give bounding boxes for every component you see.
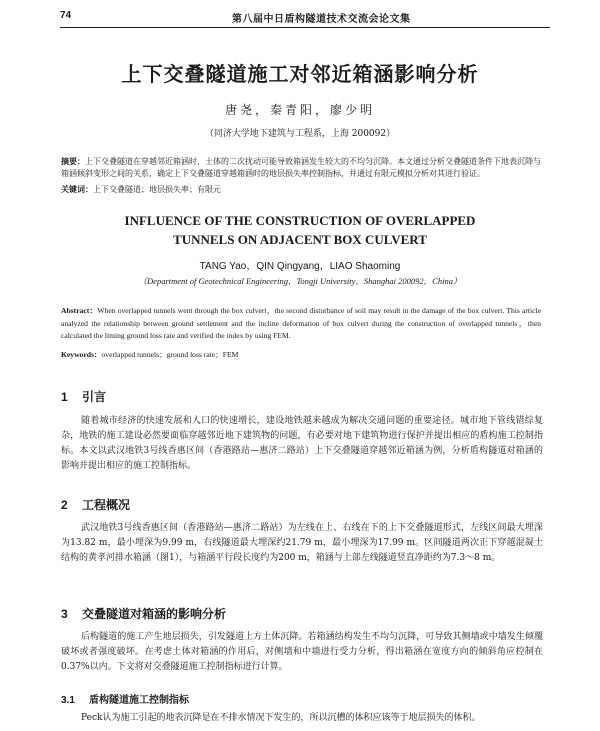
affiliation-cn: （同济大学地下建筑与工程系，上海 200092） <box>204 129 396 139</box>
abstract-cn <box>61 155 541 180</box>
keywords-cn-label: 关键词： <box>61 184 93 194</box>
section-heading-3 <box>61 605 226 622</box>
abstract-cn-text: 上下交叠隧道在穿越邻近箱涵时，土体的二次扰动可能导致箱涵发生较大的不均匀沉降。本文通过分析交叠隧道条件下地表沉降与箱涵倾斜变形之间的关系，确定上下交叠隧道穿越箱涵时的地层损失率控制指标，并通过有限元模拟分析对其进行验证。 <box>61 157 541 178</box>
page-header <box>60 9 550 28</box>
page-number: 74 <box>60 10 72 21</box>
section-2-paragraph: 武汉地铁3号线香惠区间（香港路站—惠济二路站）为左线在上、右线在下的上下交叠隧道形式，左线区间最大埋深为13.82 m，最小埋深为9.99 m，右线隧道最大埋深约21.79 m，最小埋深为17.99 m。区间隧道两次正下穿越混凝土结构的黄孝河排水箱涵（图1），与箱涵平行段长度约为200 m，箱涵与上部左线隧道竖直净距约为7.3～8 m。 <box>61 523 543 563</box>
section-number: 2 <box>61 498 68 512</box>
paper-title-en <box>0 211 600 249</box>
section-number: 1 <box>61 390 68 404</box>
keywords-cn-text: 上下交叠隧道；地层损失率；有限元 <box>93 185 221 194</box>
section-title: 引言 <box>82 390 107 404</box>
abstract-en-label: Abstract： <box>61 306 98 315</box>
section-title: 工程概况 <box>82 498 131 512</box>
abstract-cn-label: 摘要： <box>61 156 85 166</box>
keywords-en-text: overlapped tunnels；ground loss rate；FEM <box>101 350 239 359</box>
paper-title-en-line2: TUNNELS ON ADJACENT BOX CULVERT <box>173 232 427 247</box>
section-1-paragraph: 随着城市经济的快速发展和人口的快速增长，建设地铁越来越成为解决交通问题的重要途径。城市地下管线错综复杂，地铁的施工建设必然要面临穿越邻近地下建筑物的问题，有必要对地下建筑物进行保护并提出相应的盾构施工控制指标。本文以武汉地铁3号线香惠区间（香港路站—惠济二路站）上下交叠隧道穿越邻近箱涵为例，分析盾构隧道对箱涵的影响并提出相应的施工控制指标。 <box>61 416 543 471</box>
section-number: 3 <box>61 607 68 621</box>
authors-cn: 唐尧，秦青阳，廖少明 <box>224 103 375 117</box>
section-3-paragraph: 后构隧道的施工产生地层损失，引发隧道上方土体沉降。若箱涵结构发生不均匀沉降，可导致其侧墙或中墙发生倾覆破坏或者强度破坏。在考虑土体对箱涵的作用后，对侧墙和中墙进行受力分析，得出箱涵在宽度方向的倾斜角应控制在0.37%以内。下文将对交叠隧道施工控制指标进行计算。 <box>61 632 543 672</box>
keywords-en-label: Keywords： <box>61 350 102 359</box>
subsection-heading-3-1 <box>61 691 189 706</box>
running-title: 第八届中日盾构隧道技术交流会论文集 <box>232 14 411 25</box>
affiliation-en: （Department of Geotechnical Engineering，Tongji University，Shanghai 200092，China） <box>138 276 462 286</box>
subsection-number: 3.1 <box>61 695 75 706</box>
keywords-en <box>61 349 541 360</box>
paper-title-en-line1: INFLUENCE OF THE CONSTRUCTION OF OVERLAPPED <box>124 213 476 228</box>
paper-title-cn: 上下交叠隧道施工对邻近箱涵影响分析 <box>121 62 479 86</box>
section-heading-2 <box>61 496 130 513</box>
abstract-en <box>61 305 541 343</box>
abstract-en-text: When overlapped tunnels went through the box culvert，the second disturbance of soil may result in the damage of the box culvert. This article analyzed the relationship between ground settlement and the incline deformation of box culvert during the construction of overlapped tunnels，then calculated the liming ground loss rate and verified the index by using FEM. <box>61 306 541 340</box>
section-heading-1 <box>61 388 106 405</box>
subsection-3-1-paragraph: Peck认为施工引起的地表沉降是在不排水情况下发生的，所以沉槽的体积应该等于地层损失的体积。 <box>81 713 481 723</box>
subsection-title: 盾构隧道施工控制指标 <box>89 695 189 706</box>
keywords-cn <box>61 184 541 195</box>
authors-en: TANG Yao，QIN Qingyang，LIAO Shaoming <box>199 261 401 272</box>
section-title: 交叠隧道对箱涵的影响分析 <box>82 607 227 621</box>
